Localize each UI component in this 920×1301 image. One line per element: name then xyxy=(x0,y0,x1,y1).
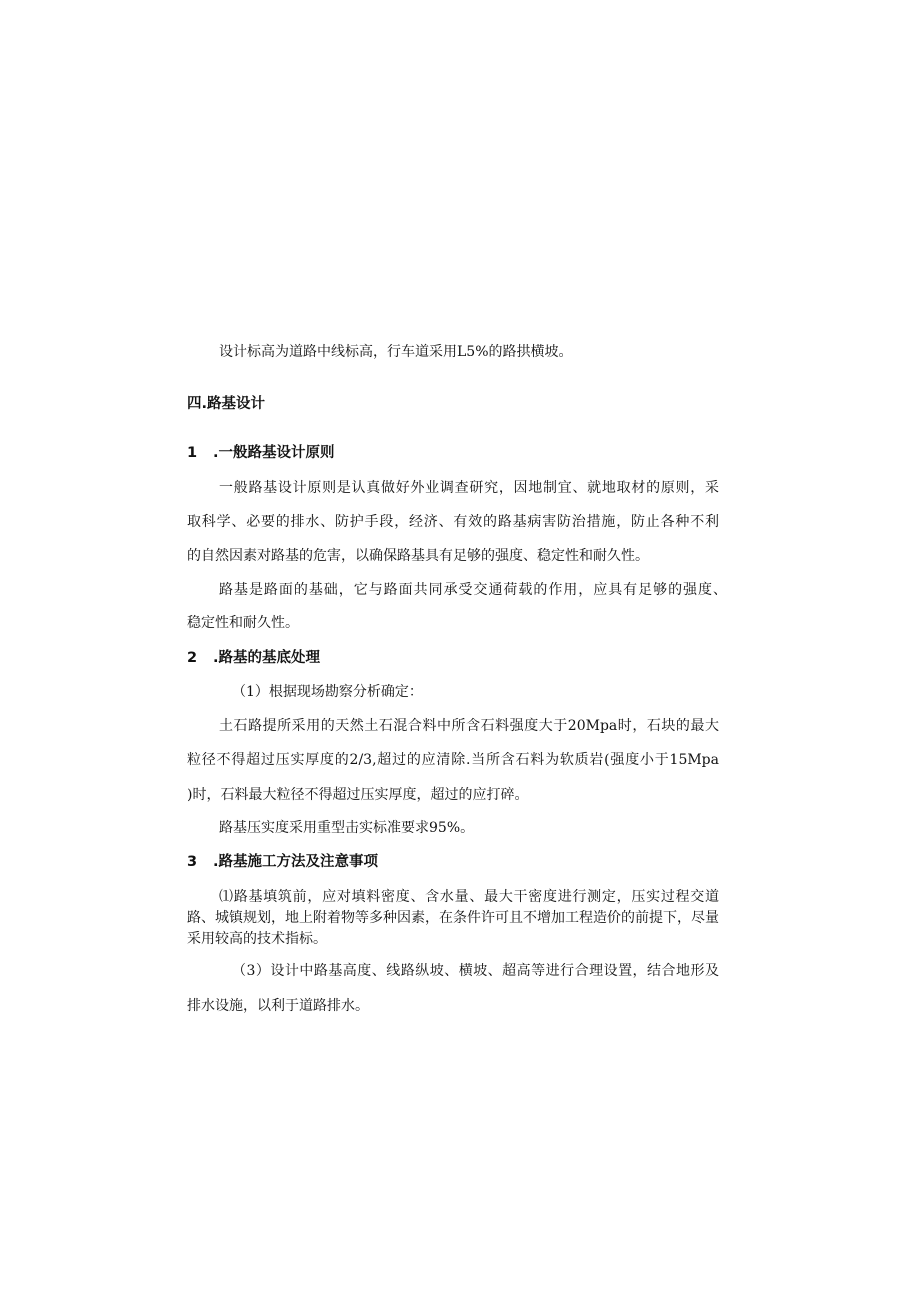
paragraph-line: 路基是路面的基础，它与路面共同承受交通荷载的作用，应具有足够的强度、 xyxy=(219,582,727,598)
paragraph-line: 粒径不得超过压实厚度的2/3,超过的应清除.当所含石料为软质岩(强度小于15Mpa xyxy=(187,752,719,768)
paragraph-line: )时，石料最大粒径不得超过压实厚度，超过的应打碎。 xyxy=(187,787,529,803)
paragraph-line: 土石路提所采用的天然土石混合料中所含石料强度大于20Mpa时，石块的最大 xyxy=(219,718,719,734)
subsection-title: .路基的基底处理 xyxy=(213,650,321,666)
paragraph-line: 路、城镇规划，地上附着物等多种因素，在条件许可且不增加工程造价的前提下，尽量 xyxy=(187,910,719,926)
paragraph-line: 采用较高的技术指标。 xyxy=(187,931,327,947)
paragraph-line: 的自然因素对路基的危害，以确保路基具有足够的强度、稳定性和耐久性。 xyxy=(187,548,649,564)
paragraph-line: 排水设施，以利于道路排水。 xyxy=(187,998,369,1014)
paragraph-line: 一般路基设计原则是认真做好外业调查研究，因地制宜、就地取材的原则，采 xyxy=(219,480,719,496)
subsection-heading-1 xyxy=(187,444,335,462)
subsection-heading-3 xyxy=(187,853,378,871)
subsection-number: 1 xyxy=(187,445,198,461)
paragraph-line: （3）设计中路基高度、线路纵坡、横坡、超高等进行合理设置，结合地形及 xyxy=(232,963,719,979)
section-heading-4: 四.路基设计 xyxy=(187,396,266,412)
list-item: （1）根据现场勘察分析确定： xyxy=(232,684,423,700)
subsection-title: .路基施工方法及注意事项 xyxy=(213,854,379,870)
subsection-number: 3 xyxy=(187,854,198,870)
subsection-title: .一般路基设计原则 xyxy=(213,445,335,461)
intro-paragraph: 设计标高为道路中线标高，行车道采用L5%的路拱横坡。 xyxy=(219,344,573,360)
paragraph-line: 稳定性和耐久性。 xyxy=(187,615,299,631)
paragraph-line: 取科学、必要的排水、防护手段，经济、有效的路基病害防治措施，防止各种不利 xyxy=(187,514,719,530)
subsection-number: 2 xyxy=(187,650,198,666)
paragraph-line: ⑴路基填筑前，应对填料密度、含水量、最大干密度进行测定，压实过程交道 xyxy=(219,889,719,905)
subsection-heading-2 xyxy=(187,649,320,667)
paragraph-line: 路基压实度采用重型击实标准要求95%。 xyxy=(219,820,475,836)
